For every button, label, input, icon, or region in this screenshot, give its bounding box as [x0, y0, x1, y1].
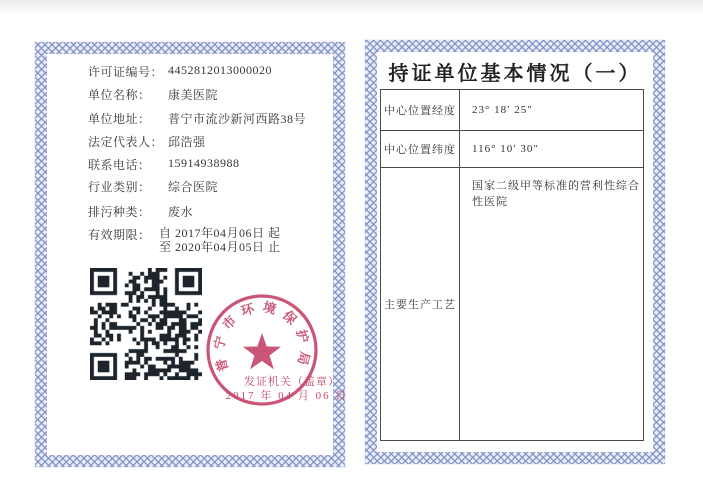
row-label-longitude: 中心位置经度 [381, 90, 460, 130]
row-value-production-process: 国家二级甲等标准的营利性综合性医院 [472, 180, 640, 208]
field-value: 康美医院 [168, 88, 219, 102]
seal-ring-text: 普宁市环境保护局 [211, 299, 313, 374]
page-title: 持证单位基本情况（一） [388, 63, 642, 85]
field-label: 法定代表人： [88, 135, 164, 149]
field-value: 15914938988 [168, 156, 240, 170]
field-legal-representative [35, 133, 345, 149]
issuing-authority-label: 发证机关（盖章） [244, 376, 340, 388]
row-label-latitude: 中心位置纬度 [381, 131, 460, 167]
field-unit-address [35, 110, 345, 126]
field-label: 单位名称： [88, 88, 151, 102]
field-pollutant-type [35, 203, 345, 219]
validity-from: 自 2017年04月06日 起 [159, 226, 281, 240]
table-row [381, 90, 643, 131]
field-label: 行业类别： [88, 180, 151, 194]
row-value-latitude: 116° 10′ 30″ [472, 143, 539, 155]
field-validity-period [35, 226, 345, 256]
seal-star-icon [243, 333, 281, 369]
field-value: 普宁市流沙新河西路38号 [168, 112, 307, 126]
validity-to: 至 2020年04月05日 止 [159, 240, 281, 254]
field-label: 排污种类： [88, 205, 151, 219]
permit-certificate-page [35, 42, 349, 467]
field-permit-number [35, 63, 345, 79]
qr-code [90, 268, 202, 380]
basic-info-page [365, 40, 665, 464]
table-row [381, 168, 643, 440]
field-value: 综合医院 [168, 180, 219, 194]
row-value-longitude: 23° 18′ 25″ [472, 104, 533, 116]
field-label: 单位地址： [88, 112, 151, 126]
field-value: 邱浩强 [168, 135, 206, 149]
table-row [381, 131, 643, 168]
field-label: 有效期限： [88, 228, 151, 242]
field-value: 废水 [168, 205, 194, 219]
issue-date: 2017 年 04 月 06 日 [225, 390, 349, 402]
field-industry-category [35, 178, 345, 194]
field-value [159, 226, 281, 254]
field-unit-name [35, 86, 345, 102]
row-label-production-process: 主要生产工艺 [381, 168, 460, 440]
field-label: 联系电话： [88, 158, 151, 172]
field-phone [35, 156, 345, 172]
basic-info-table [380, 89, 644, 441]
field-label: 许可证编号： [88, 65, 164, 79]
field-value: 4452812013000020 [168, 63, 272, 77]
